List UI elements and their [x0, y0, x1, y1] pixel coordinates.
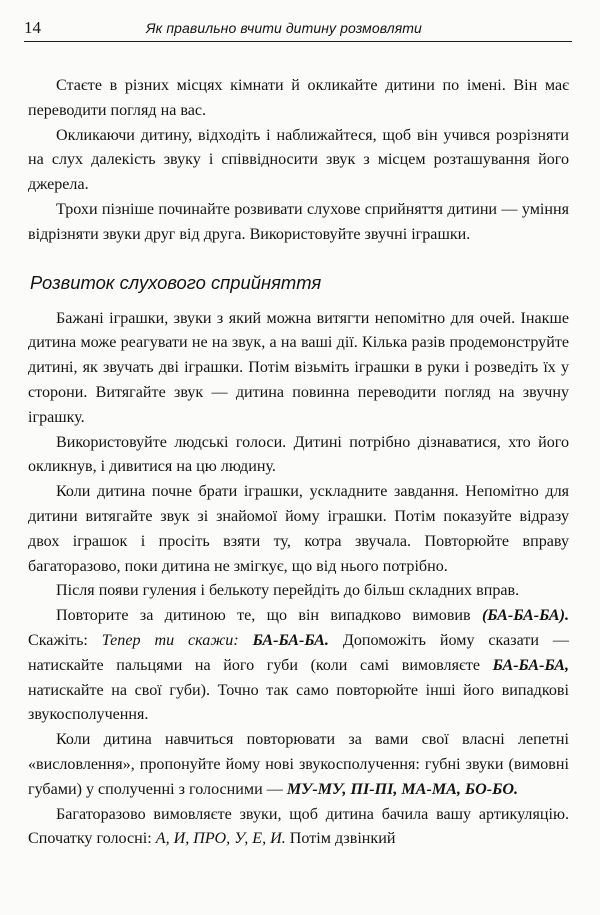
running-header: [24, 17, 572, 39]
paragraph-7: Після появи гуления і белькоту перейдіть до більш складних вправ.: [56, 582, 520, 600]
paragraph-10: [28, 803, 569, 853]
text-run: Потім дзвінкий: [285, 830, 396, 848]
paragraph-3: Трохи пізніше починайте розвивати слухове сприйняття дитини — уміння відрізняти звуки друг від друга. Використовуйте звучні іграшки.: [28, 200, 569, 243]
text-run: Багаторазово вимовляєте звуки, щоб дитина бачила вашу артикуляцію. Спочатку голосні:: [28, 805, 569, 848]
text-run: Допоможіть йому сказати — натискайте пальцями на його губи (коли самі вимовляєте: [28, 631, 569, 674]
paragraph-9: [28, 728, 569, 802]
syllable-example: БА-БА-БА,: [492, 656, 569, 674]
section-heading: Розвиток слухового сприйняття: [30, 271, 322, 293]
running-title: Як правильно вчити дитину розмовляти: [146, 20, 422, 36]
page-number: 14: [24, 18, 41, 37]
syllable-example: (БА-БА-БА).: [481, 607, 569, 625]
syllable-example: БА-БА-БА.: [252, 631, 329, 649]
paragraph-5: Використовуйте людські голоси. Дитині потрібно дізнаватися, хто його окликнув, і дивитися на цю людину.: [28, 433, 569, 476]
paragraph-2: Окликаючи дитину, відходіть і наближайтеся, щоб він учився розрізняти на слух далекість звуку і співвідносити звук з місцем розташування його джерела.: [28, 126, 569, 194]
text-run: Коли дитина навчиться повторювати за вами свої власні лепетні «висловлення», пропонуйте йому нові звукосполучення: губні звуки (вимовні губами) у сполученні з голосними —: [28, 731, 569, 798]
paragraph-4: Бажані іграшки, звуки з який можна витягти непомітно для очей. Інакше дитина може реагувати не на звук, а на ваші дії. Кілька разів продемонструйте дитині, як звучать дві іграшки. Потім візьміть іграшки в руки і розведіть їх у сторони. Витягайте звук — дитина повинна переводити погляд на звучну іграшку.: [28, 309, 569, 426]
text-run: Повторите за дитиною те, що він випадково вимовив: [56, 607, 482, 625]
syllable-example: МУ-МУ, ПІ-ПІ, МА-МА, БО-БО.: [286, 780, 518, 798]
header-rule: [24, 41, 572, 42]
paragraph-1: Стаєте в різних місцях кімнати й окликайте дитини по імені. Він має переводити погляд на вас.: [28, 77, 569, 119]
paragraph-6: Коли дитина почне брати іграшки, ускладните завдання. Непомітно для дитини витягайте звук зі знайомої йому іграшки. Потім показуйте відразу двох іграшок і просіть взяти ту, котра звучала. Повторюйте вправу багаторазово, поки дитина не змігкує, що від нього потрібно.: [28, 483, 569, 575]
text-run: натискайте на свої губи). Точно так само повторюйте інші його випадкові звукосполучення.: [28, 681, 569, 724]
vowel-list: А, И, ПРО, У, Е, И.: [155, 830, 286, 848]
text-run: Скажіть:: [28, 631, 102, 649]
paragraph-8: [28, 604, 569, 728]
page-body: [28, 74, 569, 852]
quoted-instruction: Тепер ти скажи:: [101, 631, 253, 649]
